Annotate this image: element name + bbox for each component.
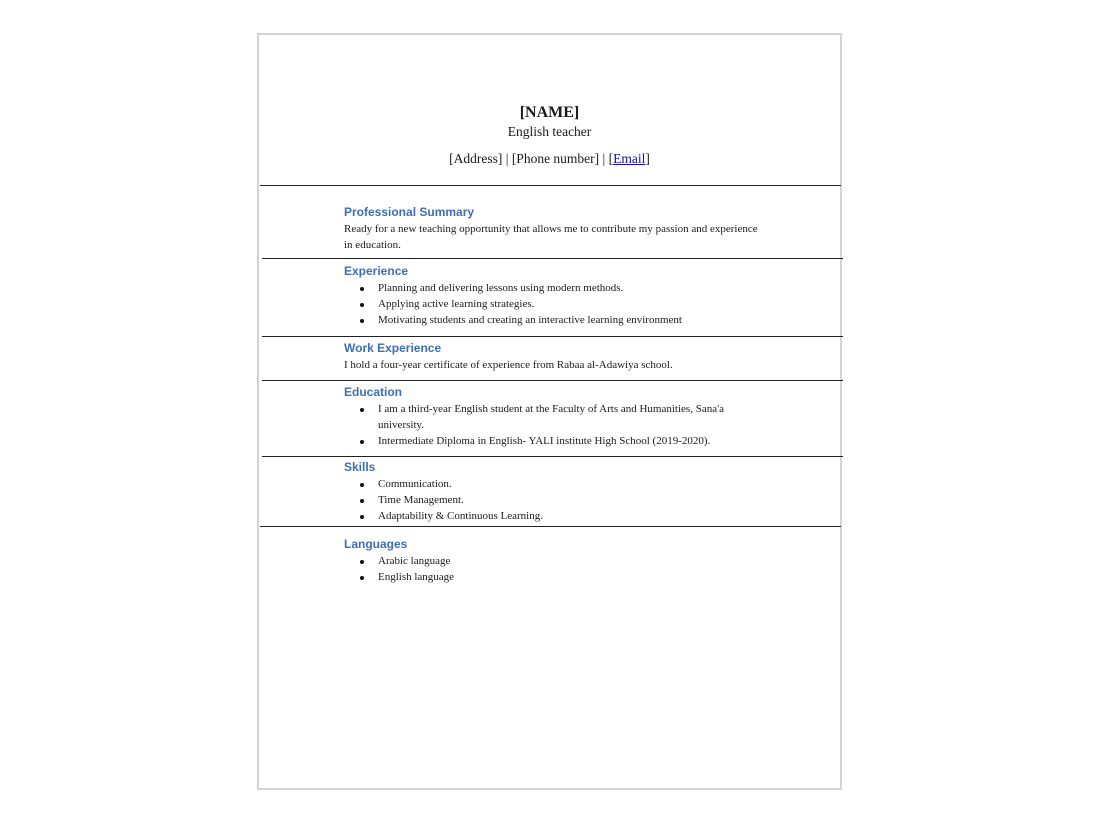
bullet-icon <box>360 483 364 487</box>
contact-separator: | <box>502 151 512 166</box>
resume-page <box>257 33 842 790</box>
phone-text: [Phone number] <box>511 151 600 166</box>
skills-list <box>344 477 764 525</box>
list-item: Time Management. <box>344 493 764 509</box>
section-divider <box>262 380 843 381</box>
bullet-icon <box>360 515 364 519</box>
list-item: Arabic language <box>344 554 764 570</box>
bullet-icon <box>360 303 364 307</box>
bullet-icon <box>360 560 364 564</box>
section-divider <box>260 526 841 527</box>
section-title: Skills <box>344 460 376 474</box>
experience-list <box>344 281 764 329</box>
languages-section <box>344 536 764 586</box>
education-section <box>344 384 764 450</box>
list-item: Communication. <box>344 477 764 493</box>
contact-bracket: ] <box>645 151 650 166</box>
section-divider <box>262 258 843 259</box>
list-item: I am a third-year English student at the Faculty of Arts and Humanities, Sana'a university. <box>344 402 734 433</box>
section-title: Professional Summary <box>344 205 475 219</box>
summary-text: Ready for a new teaching opportunity that allows me to contribute my passion and experience in education. <box>344 223 758 251</box>
resume-header <box>259 103 840 168</box>
section-title: Education <box>344 385 403 399</box>
education-list <box>344 402 734 449</box>
experience-section <box>344 263 764 329</box>
section-divider <box>262 456 843 457</box>
work-experience-section <box>344 340 764 374</box>
bullet-icon <box>360 576 364 580</box>
bullet-icon <box>360 408 364 412</box>
candidate-name: [NAME] <box>519 104 580 121</box>
contact-line <box>259 150 840 168</box>
section-title: Experience <box>344 264 409 278</box>
section-title: Languages <box>344 537 408 551</box>
list-item: English language <box>344 570 764 586</box>
list-item: Planning and delivering lessons using modern methods. <box>344 281 764 297</box>
header-divider <box>260 185 841 186</box>
email-link[interactable]: Email <box>613 151 646 166</box>
professional-summary-section <box>344 204 764 253</box>
contact-separator: | [ <box>599 151 614 166</box>
bullet-icon <box>360 440 364 444</box>
bullet-icon <box>360 499 364 503</box>
languages-list <box>344 554 764 586</box>
section-divider <box>262 336 843 337</box>
skills-section <box>344 459 764 525</box>
bullet-icon <box>360 319 364 323</box>
section-title: Work Experience <box>344 341 442 355</box>
list-item: Applying active learning strategies. <box>344 297 764 313</box>
list-item: Adaptability & Continuous Learning. <box>344 509 764 525</box>
bullet-icon <box>360 287 364 291</box>
list-item: Intermediate Diploma in English- YALI institute High School (2019-2020). <box>344 434 734 450</box>
address-text: [Address] <box>449 151 503 166</box>
work-experience-text: I hold a four-year certificate of experience from Rabaa al-Adawiya school. <box>344 359 673 371</box>
list-item: Motivating students and creating an interactive learning environment <box>344 313 764 329</box>
job-title: English teacher <box>507 124 592 139</box>
